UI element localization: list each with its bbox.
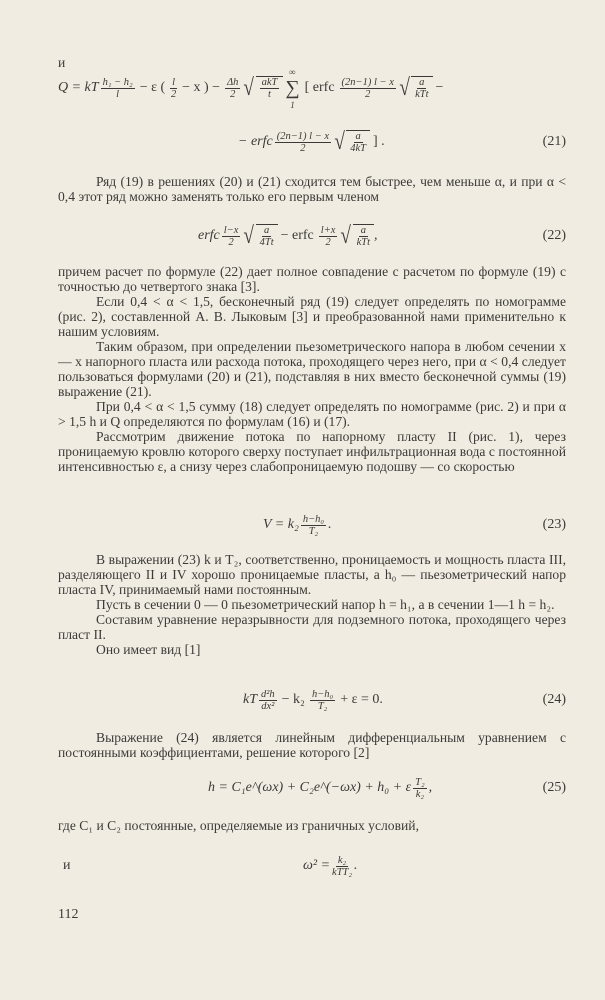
paragraph: причем расчет по формуле (22) дает полное совпадение с расчетом по формуле (19) с точностью до четвертого знака [3]. [58, 264, 566, 294]
page-number: 112 [58, 907, 79, 922]
paragraph: В выражении (23) k и T₂, соответственно, проницаемость и мощность пласта III, разделяющего II и IV хорошо проницаемые пласты, а h₀ — пьезометрический напор пласта IV, принимаемый нами постоянным. [58, 552, 566, 597]
equation-24: kT d²h dx² − k₂ h−h₀ T₂ + ε = 0. (24) [243, 688, 566, 712]
equation-26: и ω² = k₂ kTT₂ . [58, 846, 566, 886]
equation-21-line-2: − erfc (2n−1) l − x 2 √ $\frac{a}{4kT}$ ] . (21) [238, 129, 566, 155]
paragraph: Пусть в сечении 0 — 0 пьезометрический напор h = h₁, а в сечении 1—1 h = h₂. [96, 597, 555, 612]
equation-number: (21) [542, 134, 566, 149]
intro-word: и [58, 55, 66, 70]
paragraph-group [58, 552, 566, 657]
equation-lead-word: и [63, 858, 71, 873]
equation-22: erfc l−x 2 √ $\frac{a}{4Tt}$ − erfc l+x 2 √ a kTt , (22) [198, 223, 566, 249]
equation-25: h = C₁e^(ωx) + C₂e^(−ωx) + h₀ + ε T₂ k₂ , (25) [208, 776, 566, 800]
paragraph: Если 0,4 < α < 1,5, бесконечный ряд (19) следует определять по номограмме (рис. 2), составленной А. В. Лыковым [3] и преобразованной нами применительно к нашим условиям. [58, 294, 566, 339]
equation-number: (25) [542, 780, 566, 795]
equation-number: (22) [542, 228, 566, 243]
paragraph: При 0,4 < α < 1,5 сумму (18) следует определять по номограмме (рис. 2) и при α > 1,5 h и Q определяются по формулам (16) и (17). [58, 399, 566, 429]
equation-21-line-1: Q = kT h₁ − h₂ l − ε ( l 2 − x ) − $\frac{\Delta h}{2}$ √ akT t ∞ ∑ 1 [ erfc (2n−1) l − x 2 √ a kTt − [58, 66, 444, 110]
paragraph: где C₁ и C₂ постоянные, определяемые из граничных условий, [58, 818, 419, 833]
paragraph: Составим уравнение неразрывности для подземного потока, проходящего через пласт II. [58, 612, 566, 642]
equation-23: V = k₂ h−h₀ T₂ . (23) [263, 513, 566, 537]
paragraph: Таким образом, при определении пьезометрического напора в любом сечении x — x напорного пласта или расхода потока, проходящего через него, при α < 0,4 следует пользоваться формулами (20) и (21), подставляя в них вместо бесконечной суммы (19) выражение (21). [58, 339, 566, 399]
paragraph: Ряд (19) в решениях (20) и (21) сходится тем быстрее, чем меньше α, и при α < 0,4 этот ряд можно заменять только его первым членом [58, 174, 566, 204]
paragraph: Оно имеет вид [1] [96, 642, 201, 657]
equation-number: (23) [542, 517, 566, 532]
equation-number: (24) [542, 692, 566, 707]
paragraph-group [58, 264, 566, 474]
paragraph: Рассмотрим движение потока по напорному пласту II (рис. 1), через проницаемую кровлю которого сверху поступает инфильтрационная вода с постоянной интенсивностью ε, а снизу через слабопроницаемую подошву — со скоростью [58, 429, 566, 474]
paragraph: Выражение (24) является линейным дифференциальным уравнением с постоянными коэффициентами, решение которого [2] [58, 730, 566, 760]
